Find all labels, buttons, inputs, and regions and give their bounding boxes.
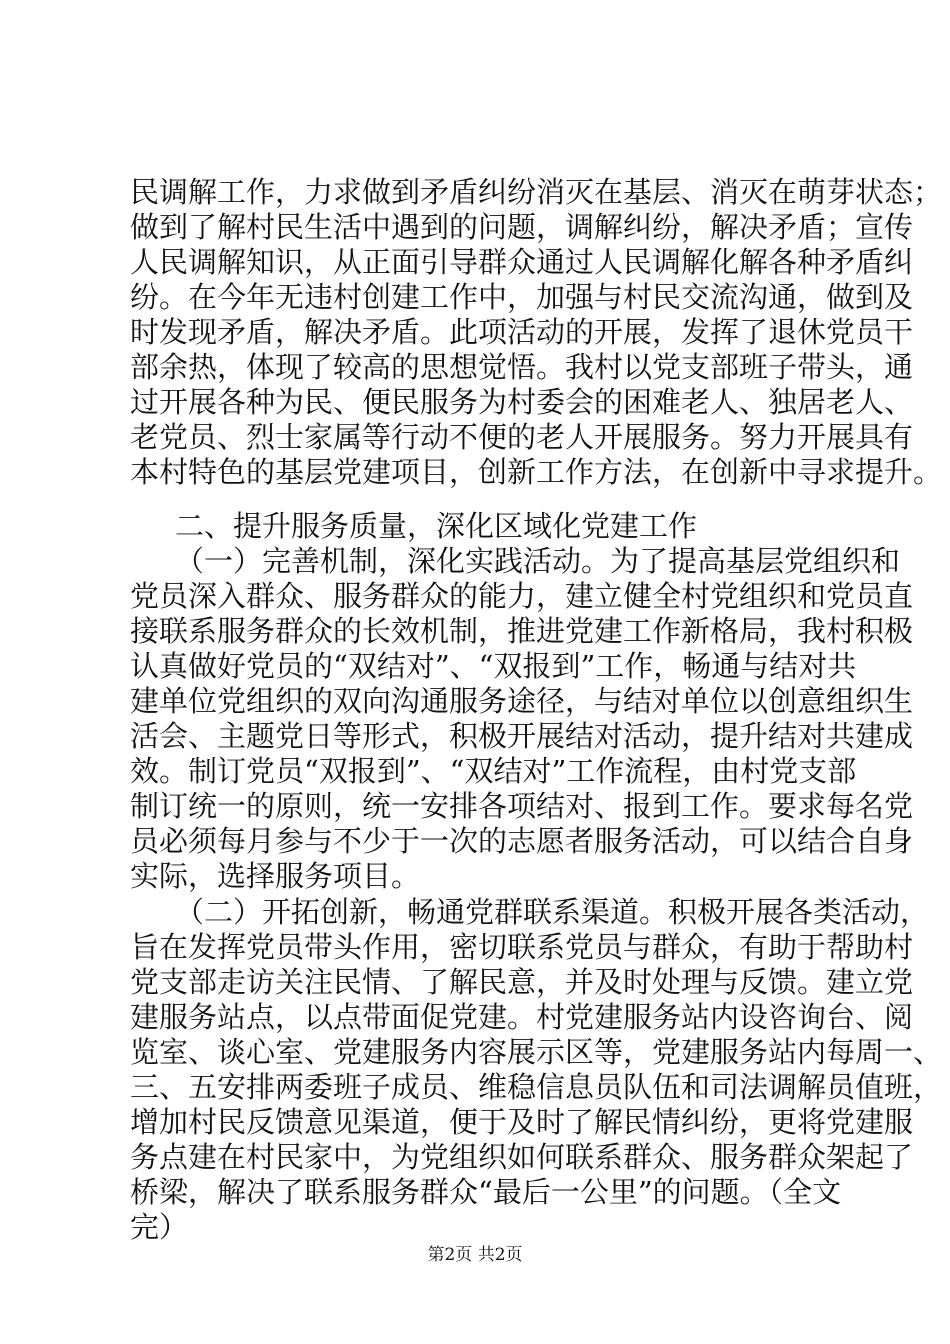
text-line: 纷。在今年无违村创建工作中，加强与村民交流沟通，做到及 (130, 280, 914, 314)
page-number: 第2页 共2页 (427, 1245, 523, 1265)
text-line: 览室、谈心室、党建服务内容展示区等，党建服务站内每周一、 (130, 1035, 943, 1069)
text-line: 员必须每月参与不少于一次的志愿者服务活动，可以结合自身 (130, 824, 914, 858)
text-line: 老党员、烈士家属等行动不便的老人开展服务。努力开展具有 (130, 420, 914, 454)
text-line: 接联系服务群众的长效机制，推进党建工作新格局，我村积极 (130, 614, 914, 648)
text-line: 务点建在村民家中，为党组织如何联系群众、服务群众架起了 (130, 1140, 914, 1174)
text-line: 民调解工作，力求做到矛盾纠纷消灭在基层、消灭在萌芽状态； (130, 175, 943, 209)
text-line: 人民调解知识，从正面引导群众通过人民调解化解各种矛盾纠 (130, 245, 914, 279)
text-line: 认真做好党员的“双结对”、“双报到”工作，畅通与结对共 (130, 649, 857, 683)
section-heading: 二、提升服务质量，深化区域化党建工作 (175, 509, 698, 543)
text-line: 实际，选择服务项目。 (130, 859, 421, 893)
text-line: 部余热，体现了较高的思想觉悟。我村以党支部班子带头，通 (130, 350, 914, 384)
text-line: 增加村民反馈意见渠道，便于及时了解民情纠纷，更将党建服 (130, 1105, 914, 1139)
text-line: 过开展各种为民、便民服务为村委会的困难老人、独居老人、 (130, 385, 914, 419)
text-line: （一）完善机制，深化实践活动。为了提高基层党组织和 (175, 544, 901, 578)
text-line: 效。制订党员“双报到”、“双结对”工作流程，由村党支部 (130, 754, 857, 788)
text-line: 本村特色的基层党建项目，创新工作方法，在创新中寻求提升。 (130, 455, 943, 489)
text-line: 三、五安排两委班子成员、维稳信息员队伍和司法调解员值班， (130, 1070, 943, 1104)
text-line: 建单位党组织的双向沟通服务途径，与结对单位以创意组织生 (130, 684, 914, 718)
text-line: 完） (130, 1210, 189, 1244)
text-line: 党员深入群众、服务群众的能力，建立健全村党组织和党员直 (130, 579, 914, 613)
text-line: 桥梁，解决了联系服务群众“最后一公里”的问题。（全文 (130, 1175, 842, 1209)
text-line: 旨在发挥党员带头作用，密切联系党员与群众，有助于帮助村 (130, 930, 914, 964)
text-line: 时发现矛盾，解决矛盾。此项活动的开展，发挥了退休党员干 (130, 315, 914, 349)
text-line: 制订统一的原则，统一安排各项结对、报到工作。要求每名党 (130, 789, 914, 823)
text-line: 活会、主题党日等形式，积极开展结对活动，提升结对共建成 (130, 719, 914, 753)
text-line: （二）开拓创新，畅通党群联系渠道。积极开展各类活动， (175, 895, 930, 929)
text-line: 做到了解村民生活中遇到的问题，调解纠纷，解决矛盾；宣传 (130, 210, 914, 244)
text-line: 建服务站点，以点带面促党建。村党建服务站内设咨询台、阅 (130, 1000, 914, 1034)
text-line: 党支部走访关注民情、了解民意，并及时处理与反馈。建立党 (130, 965, 914, 999)
